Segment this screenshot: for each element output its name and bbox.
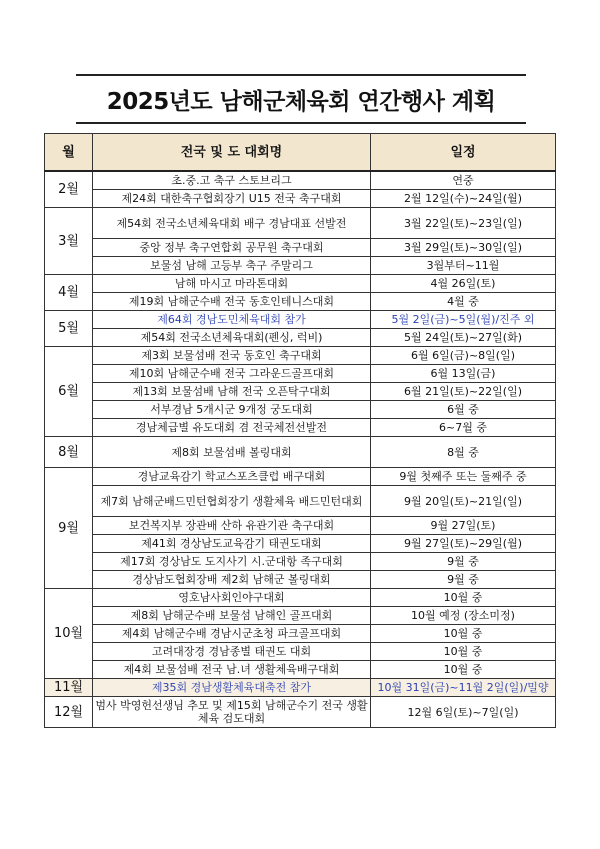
schedule-cell: 10월 중 [371,625,556,643]
schedule-cell: 9월 중 [371,571,556,589]
event-cell: 경남교육감기 학교스포츠클럽 배구대회 [93,468,371,486]
table-row [45,679,556,697]
event-cell: 보건복지부 장관배 산하 유관기관 축구대회 [93,517,371,535]
month-cell: 3월 [45,208,93,275]
table-row [45,571,556,589]
event-cell: 제41회 경상남도교육감기 태권도대회 [93,535,371,553]
event-cell: 경상남도협회장배 제2회 남해군 볼링대회 [93,571,371,589]
table-row [45,517,556,535]
table-row [45,535,556,553]
event-cell: 제4회 남해군수배 경남시군초청 파크골프대회 [93,625,371,643]
schedule-cell: 6월 21일(토)~22일(일) [371,383,556,401]
table-row [45,643,556,661]
table-row [45,607,556,625]
schedule-cell: 10월 중 [371,661,556,679]
table-row [45,365,556,383]
table-row [45,419,556,437]
table-row [45,589,556,607]
table-row [45,275,556,293]
schedule-cell: 4월 중 [371,293,556,311]
month-cell: 4월 [45,275,93,311]
month-cell: 11월 [45,679,93,697]
table-row [45,190,556,208]
event-cell: 범사 박영헌선생님 추모 및 제15회 남해군수기 전국 생활체육 검도대회 [93,697,371,728]
schedule-cell: 3월 22일(토)~23일(일) [371,208,556,239]
event-cell: 서부경남 5개시군 9개정 궁도대회 [93,401,371,419]
table-row [45,347,556,365]
header-event: 전국 및 도 대회명 [93,134,371,172]
month-cell: 12월 [45,697,93,728]
schedule-cell: 2월 12일(수)~24일(월) [371,190,556,208]
schedule-cell: 5월 24일(토)~27일(화) [371,329,556,347]
schedule-cell: 연중 [371,171,556,190]
event-cell: 제10회 남해군수배 전국 그라운드골프대회 [93,365,371,383]
schedule-cell: 8월 중 [371,437,556,468]
schedule-cell: 6월 13일(금) [371,365,556,383]
table-row [45,661,556,679]
table-row [45,311,556,329]
table-row [45,293,556,311]
schedule-cell: 10월 31일(금)~11월 2일(일)/밀양 [371,679,556,697]
schedule-cell: 9월 첫째주 또는 둘째주 중 [371,468,556,486]
schedule-cell: 6월 중 [371,401,556,419]
event-cell: 제8회 보물섬배 볼링대회 [93,437,371,468]
schedule-cell: 9월 20일(토)~21일(일) [371,486,556,517]
event-cell: 제19회 남해군수배 전국 동호인테니스대회 [93,293,371,311]
table-row [45,437,556,468]
event-cell: 제17회 경상남도 도지사기 시.군대항 족구대회 [93,553,371,571]
schedule-cell: 12월 6일(토)~7일(일) [371,697,556,728]
event-cell: 제13회 보물섬배 남해 전국 오픈탁구대회 [93,383,371,401]
table-row [45,257,556,275]
event-cell: 영호남사회인야구대회 [93,589,371,607]
title-box [76,74,526,124]
month-cell: 5월 [45,311,93,347]
table-row [45,486,556,517]
event-cell: 경남체급별 유도대회 겸 전국체전선발전 [93,419,371,437]
event-cell: 보물섬 남해 고등부 축구 주말리그 [93,257,371,275]
table-row [45,697,556,728]
month-cell: 9월 [45,468,93,589]
event-cell: 남해 마시고 마라톤대회 [93,275,371,293]
table-row [45,383,556,401]
table-body [45,171,556,728]
header-schedule: 일정 [371,134,556,172]
event-cell: 제4회 보물섬배 전국 남.녀 생활체육배구대회 [93,661,371,679]
schedule-cell: 6월 6일(금)~8일(일) [371,347,556,365]
event-cell: 제3회 보물섬배 전국 동호인 축구대회 [93,347,371,365]
schedule-cell: 9월 중 [371,553,556,571]
event-cell: 고려대장경 경남종별 태권도 대회 [93,643,371,661]
table-row [45,171,556,190]
table-row [45,329,556,347]
schedule-cell: 9월 27일(토)~29일(월) [371,535,556,553]
schedule-cell: 10월 중 [371,589,556,607]
table-row [45,553,556,571]
month-cell: 10월 [45,589,93,679]
event-cell: 제24회 대한축구협회장기 U15 전국 축구대회 [93,190,371,208]
month-cell: 6월 [45,347,93,437]
event-cell: 제8회 남해군수배 보물섬 남해인 골프대회 [93,607,371,625]
table-row [45,625,556,643]
event-cell: 제54회 전국소년체육대회 배구 경남대표 선발전 [93,208,371,239]
event-cell: 초.중.고 축구 스토브리그 [93,171,371,190]
month-cell: 8월 [45,437,93,468]
page-title: 2025년도 남해군체육회 연간행사 계획 [106,88,496,115]
event-cell: 중앙 정부 축구연합회 공무원 축구대회 [93,239,371,257]
event-cell: 제64회 경남도민체육대회 참가 [93,311,371,329]
month-cell: 2월 [45,171,93,208]
event-cell: 제54회 전국소년체육대회(펜싱, 럭비) [93,329,371,347]
schedule-cell: 10월 중 [371,643,556,661]
table-row [45,239,556,257]
table-header-row [45,134,556,172]
schedule-table [44,133,556,728]
schedule-cell: 4월 26일(토) [371,275,556,293]
table-row [45,208,556,239]
schedule-cell: 3월 29일(토)~30일(일) [371,239,556,257]
table-row [45,401,556,419]
schedule-cell: 10월 예정 (장소미정) [371,607,556,625]
schedule-cell: 3월부터~11월 [371,257,556,275]
schedule-cell: 5월 2일(금)~5일(월)/진주 외 [371,311,556,329]
schedule-cell: 6~7월 중 [371,419,556,437]
event-cell: 제7회 남해군배드민턴협회장기 생활체육 배드민턴대회 [93,486,371,517]
schedule-cell: 9월 27일(토) [371,517,556,535]
event-cell: 제35회 경남생활체육대축전 참가 [93,679,371,697]
header-month: 월 [45,134,93,172]
table-row [45,468,556,486]
